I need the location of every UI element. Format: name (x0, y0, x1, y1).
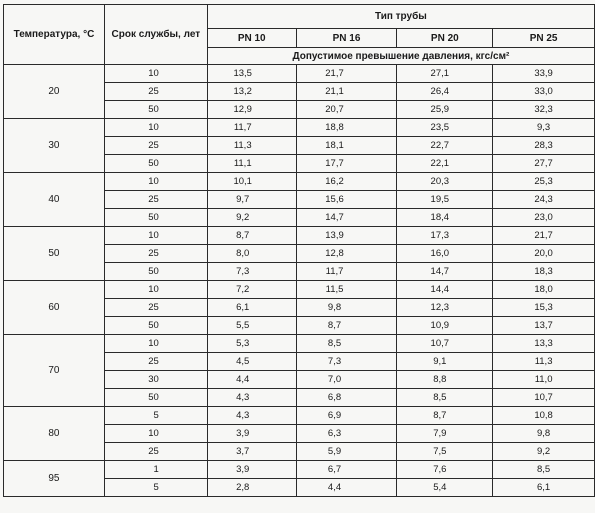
service-life-cell: 10 (104, 173, 207, 191)
pressure-value-pn16: 13,9 (296, 227, 397, 245)
pressure-value-pn10: 3,9 (207, 461, 296, 479)
pressure-value-pn25: 11,0 (493, 371, 595, 389)
pressure-value-pn10: 9,2 (207, 209, 296, 227)
temperature-cell: 95 (4, 461, 105, 497)
pressure-value-pn20: 7,9 (397, 425, 493, 443)
pressure-value-pn25: 21,7 (493, 227, 595, 245)
pressure-value-pn10: 6,1 (207, 299, 296, 317)
header-pn20: PN 20 (397, 29, 493, 48)
pressure-value-pn16: 16,2 (296, 173, 397, 191)
pressure-value-pn25: 18,0 (493, 281, 595, 299)
pressure-value-pn16: 18,1 (296, 137, 397, 155)
pressure-value-pn16: 9,8 (296, 299, 397, 317)
pressure-value-pn20: 12,3 (397, 299, 493, 317)
pressure-value-pn20: 8,8 (397, 371, 493, 389)
pressure-value-pn10: 3,9 (207, 425, 296, 443)
temperature-cell: 20 (4, 65, 105, 119)
pressure-value-pn10: 10,1 (207, 173, 296, 191)
pressure-value-pn20: 22,1 (397, 155, 493, 173)
temperature-cell: 50 (4, 227, 105, 281)
pressure-value-pn10: 5,3 (207, 335, 296, 353)
pressure-value-pn20: 10,7 (397, 335, 493, 353)
pressure-value-pn16: 11,7 (296, 263, 397, 281)
pressure-value-pn25: 8,5 (493, 461, 595, 479)
service-life-cell: 50 (104, 263, 207, 281)
pressure-value-pn10: 7,2 (207, 281, 296, 299)
pressure-value-pn16: 6,8 (296, 389, 397, 407)
service-life-cell: 50 (104, 389, 207, 407)
header-pressure-caption: Допустимое превышение давления, кгс/см² (207, 48, 594, 65)
pressure-value-pn16: 8,5 (296, 335, 397, 353)
pressure-value-pn10: 8,7 (207, 227, 296, 245)
pressure-value-pn16: 20,7 (296, 101, 397, 119)
pressure-value-pn20: 8,7 (397, 407, 493, 425)
pressure-value-pn16: 6,9 (296, 407, 397, 425)
pressure-value-pn10: 8,0 (207, 245, 296, 263)
pressure-value-pn10: 4,4 (207, 371, 296, 389)
table-row (4, 227, 595, 245)
pressure-value-pn25: 11,3 (493, 353, 595, 371)
service-life-cell: 10 (104, 425, 207, 443)
temperature-cell: 30 (4, 119, 105, 173)
pressure-value-pn25: 25,3 (493, 173, 595, 191)
service-life-cell: 10 (104, 335, 207, 353)
pressure-value-pn25: 10,8 (493, 407, 595, 425)
pressure-value-pn16: 21,7 (296, 65, 397, 83)
pressure-value-pn10: 13,5 (207, 65, 296, 83)
pressure-value-pn25: 27,7 (493, 155, 595, 173)
pressure-value-pn16: 5,9 (296, 443, 397, 461)
pressure-value-pn10: 9,7 (207, 191, 296, 209)
table-row (4, 281, 595, 299)
pressure-value-pn20: 5,4 (397, 479, 493, 497)
table-row (4, 173, 595, 191)
pressure-table (3, 4, 595, 497)
pressure-value-pn25: 33,9 (493, 65, 595, 83)
pressure-value-pn20: 16,0 (397, 245, 493, 263)
pressure-value-pn10: 13,2 (207, 83, 296, 101)
pressure-value-pn16: 6,3 (296, 425, 397, 443)
pressure-value-pn16: 17,7 (296, 155, 397, 173)
pressure-value-pn25: 33,0 (493, 83, 595, 101)
pressure-value-pn20: 25,9 (397, 101, 493, 119)
pressure-value-pn20: 20,3 (397, 173, 493, 191)
service-life-cell: 1 (104, 461, 207, 479)
pressure-value-pn25: 28,3 (493, 137, 595, 155)
pressure-value-pn25: 15,3 (493, 299, 595, 317)
pressure-value-pn16: 4,4 (296, 479, 397, 497)
table-row (4, 461, 595, 479)
table-row (4, 335, 595, 353)
service-life-cell: 25 (104, 191, 207, 209)
pressure-value-pn16: 14,7 (296, 209, 397, 227)
pressure-value-pn25: 32,3 (493, 101, 595, 119)
service-life-cell: 50 (104, 101, 207, 119)
service-life-cell: 25 (104, 353, 207, 371)
temperature-cell: 70 (4, 335, 105, 407)
service-life-cell: 50 (104, 209, 207, 227)
pressure-value-pn10: 11,3 (207, 137, 296, 155)
pressure-value-pn20: 14,7 (397, 263, 493, 281)
table-row (4, 119, 595, 137)
pressure-value-pn16: 8,7 (296, 317, 397, 335)
service-life-cell: 25 (104, 245, 207, 263)
pressure-value-pn25: 13,3 (493, 335, 595, 353)
pressure-value-pn10: 7,3 (207, 263, 296, 281)
pressure-value-pn10: 4,3 (207, 389, 296, 407)
header-pn10: PN 10 (207, 29, 296, 48)
pressure-value-pn16: 18,8 (296, 119, 397, 137)
pressure-value-pn16: 21,1 (296, 83, 397, 101)
pressure-value-pn25: 20,0 (493, 245, 595, 263)
service-life-cell: 30 (104, 371, 207, 389)
pressure-value-pn20: 23,5 (397, 119, 493, 137)
pressure-value-pn16: 7,3 (296, 353, 397, 371)
service-life-cell: 5 (104, 407, 207, 425)
header-pipe-type: Тип трубы (207, 5, 594, 29)
header-pn25: PN 25 (493, 29, 595, 48)
pressure-value-pn20: 22,7 (397, 137, 493, 155)
pressure-value-pn20: 27,1 (397, 65, 493, 83)
pressure-value-pn25: 10,7 (493, 389, 595, 407)
pressure-value-pn10: 12,9 (207, 101, 296, 119)
pressure-value-pn10: 5,5 (207, 317, 296, 335)
service-life-cell: 10 (104, 65, 207, 83)
pressure-value-pn16: 7,0 (296, 371, 397, 389)
pressure-value-pn10: 4,5 (207, 353, 296, 371)
service-life-cell: 25 (104, 83, 207, 101)
pressure-value-pn10: 11,1 (207, 155, 296, 173)
pressure-value-pn20: 19,5 (397, 191, 493, 209)
table-row (4, 65, 595, 83)
table-row (4, 407, 595, 425)
pressure-value-pn25: 9,3 (493, 119, 595, 137)
temperature-cell: 60 (4, 281, 105, 335)
temperature-cell: 80 (4, 407, 105, 461)
service-life-cell: 5 (104, 479, 207, 497)
service-life-cell: 10 (104, 227, 207, 245)
table-header (4, 5, 595, 65)
pressure-value-pn10: 11,7 (207, 119, 296, 137)
pressure-value-pn16: 15,6 (296, 191, 397, 209)
service-life-cell: 25 (104, 443, 207, 461)
pressure-value-pn16: 12,8 (296, 245, 397, 263)
pressure-value-pn20: 18,4 (397, 209, 493, 227)
header-service-life: Срок службы, лет (104, 5, 207, 65)
pressure-value-pn20: 7,6 (397, 461, 493, 479)
pressure-value-pn10: 4,3 (207, 407, 296, 425)
pressure-value-pn10: 3,7 (207, 443, 296, 461)
header-temperature: Температура, °С (4, 5, 105, 65)
temperature-cell: 40 (4, 173, 105, 227)
pressure-value-pn25: 23,0 (493, 209, 595, 227)
pressure-value-pn20: 8,5 (397, 389, 493, 407)
service-life-cell: 50 (104, 155, 207, 173)
service-life-cell: 25 (104, 137, 207, 155)
pressure-value-pn25: 13,7 (493, 317, 595, 335)
pressure-value-pn25: 18,3 (493, 263, 595, 281)
header-pn16: PN 16 (296, 29, 397, 48)
pressure-value-pn10: 2,8 (207, 479, 296, 497)
service-life-cell: 10 (104, 281, 207, 299)
pressure-value-pn20: 7,5 (397, 443, 493, 461)
service-life-cell: 10 (104, 119, 207, 137)
pressure-value-pn16: 11,5 (296, 281, 397, 299)
service-life-cell: 25 (104, 299, 207, 317)
pressure-value-pn25: 24,3 (493, 191, 595, 209)
pressure-value-pn20: 14,4 (397, 281, 493, 299)
pressure-value-pn20: 17,3 (397, 227, 493, 245)
pressure-value-pn25: 6,1 (493, 479, 595, 497)
pressure-value-pn25: 9,2 (493, 443, 595, 461)
service-life-cell: 50 (104, 317, 207, 335)
pressure-value-pn20: 26,4 (397, 83, 493, 101)
pressure-value-pn25: 9,8 (493, 425, 595, 443)
table-body (4, 65, 595, 497)
pressure-value-pn20: 10,9 (397, 317, 493, 335)
pressure-value-pn16: 6,7 (296, 461, 397, 479)
pressure-value-pn20: 9,1 (397, 353, 493, 371)
